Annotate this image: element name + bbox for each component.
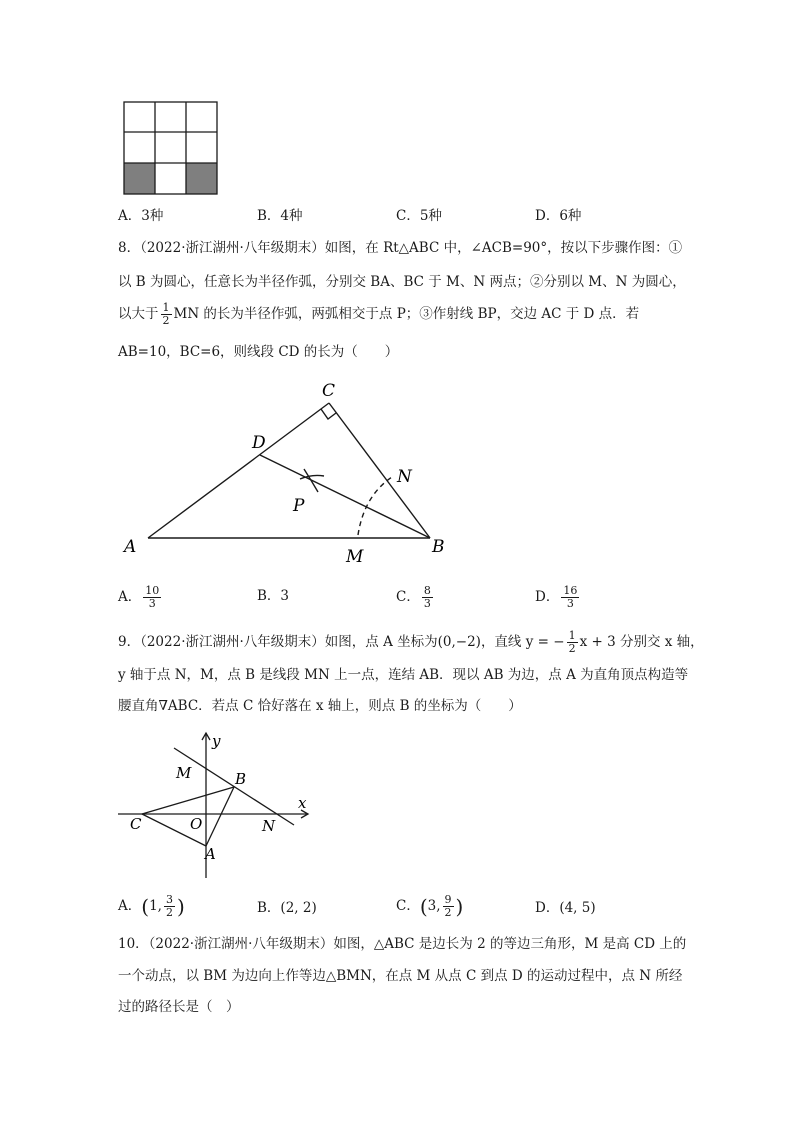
label-b: B — [235, 770, 247, 788]
q8-line-1: 8．（2022·浙江湖州·八年级期末）如图，在 Rt△ABC 中，∠ACB=90°，按以下步骤作图：① — [118, 240, 683, 256]
q8-line-4: AB=10，BC=6，则线段 CD 的长为（ ） — [118, 344, 399, 360]
segment-cb — [329, 403, 430, 538]
q8-option-b[interactable]: B．3 — [257, 588, 290, 604]
q10-line-1: 10．（2022·浙江湖州·八年级期末）如图，△ABC 是边长为 2 的等边三角形，M 是高 CD 上的 — [118, 936, 687, 952]
label-c: C — [130, 815, 142, 833]
q9-option-c[interactable]: C．(3, $\frac{9}{2}$ ) — [396, 893, 464, 919]
label-x: x — [298, 794, 307, 812]
label-p: P — [293, 496, 305, 516]
q9-option-b[interactable]: B．(2, 2) — [257, 900, 317, 916]
label-o: O — [190, 815, 203, 833]
q9-option-d[interactable]: D．(4, 5) — [535, 900, 596, 916]
segment-ac — [148, 403, 329, 538]
segment-ab — [206, 787, 234, 846]
label-m: M — [176, 764, 192, 782]
q8-option-d[interactable]: D． $\frac{16}{3}$ — [535, 584, 578, 610]
label-c: C — [322, 381, 336, 401]
label-d: D — [252, 433, 266, 453]
label-a: A — [124, 537, 137, 557]
q9-line-1: 9．（2022·浙江湖州·八年级期末）如图，点 A 坐标为(0,−2)，直线 y = − $\frac{1}{2}$ x + 3 分别交 x 轴， — [118, 629, 704, 655]
label-m: M — [346, 547, 364, 567]
q7-option-d[interactable]: D．6种 — [535, 208, 582, 224]
q7-option-a[interactable]: A．3种 — [118, 208, 164, 224]
q9-line-2: y 轴于点 N，M，点 B 是线段 MN 上一点，连结 AB．现以 AB 为边，点 A 为直角顶点构造等 — [118, 667, 689, 683]
q8-triangle-figure — [118, 375, 458, 570]
label-b: B — [432, 537, 445, 557]
label-n: N — [397, 467, 412, 487]
grid-shaded-cell-right — [186, 163, 217, 194]
q7-grid-figure — [122, 100, 220, 197]
q8-line-2: 以 B 为圆心，任意长为半径作弧，分别交 BA、BC 于 M、N 两点；②分别以 M、N 为圆心， — [118, 274, 686, 290]
grid-shaded-cell-left — [124, 163, 155, 194]
label-y: y — [212, 732, 221, 750]
label-a: A — [205, 845, 216, 863]
arc-mark-p-1 — [304, 469, 318, 492]
q7-option-c[interactable]: C．5种 — [396, 208, 442, 224]
q9-option-a[interactable]: A．(1, $\frac{3}{2}$ ) — [118, 893, 185, 919]
q9-coordinate-figure — [118, 728, 318, 880]
segment-cb — [142, 787, 234, 814]
q9-fraction: $\frac{1}{2}$ — [568, 629, 576, 655]
q10-line-2: 一个动点，以 BM 为边向上作等边△BMN，在点 M 从点 C 到点 D 的运动过程中，点 N 所经 — [118, 968, 683, 984]
q7-option-b[interactable]: B．4种 — [257, 208, 303, 224]
q8-option-c[interactable]: C． $\frac{8}{3}$ — [396, 584, 431, 610]
label-n: N — [262, 817, 276, 835]
q8-option-a[interactable]: A． $\frac{10}{3}$ — [118, 584, 160, 610]
q8-line-3: 以大于 $\frac{1}{2}$ MN 的长为半径作弧，两弧相交于点 P；③作射线 BP，交边 AC 于 D 点．若 — [118, 301, 640, 327]
q10-line-3: 过的路径长是（ ） — [118, 999, 240, 1015]
q9-line-3: 腰直角∇ABC．若点 C 恰好落在 x 轴上，则点 B 的坐标为（ ） — [118, 698, 522, 714]
q8-fraction: $\frac{1}{2}$ — [162, 301, 170, 327]
